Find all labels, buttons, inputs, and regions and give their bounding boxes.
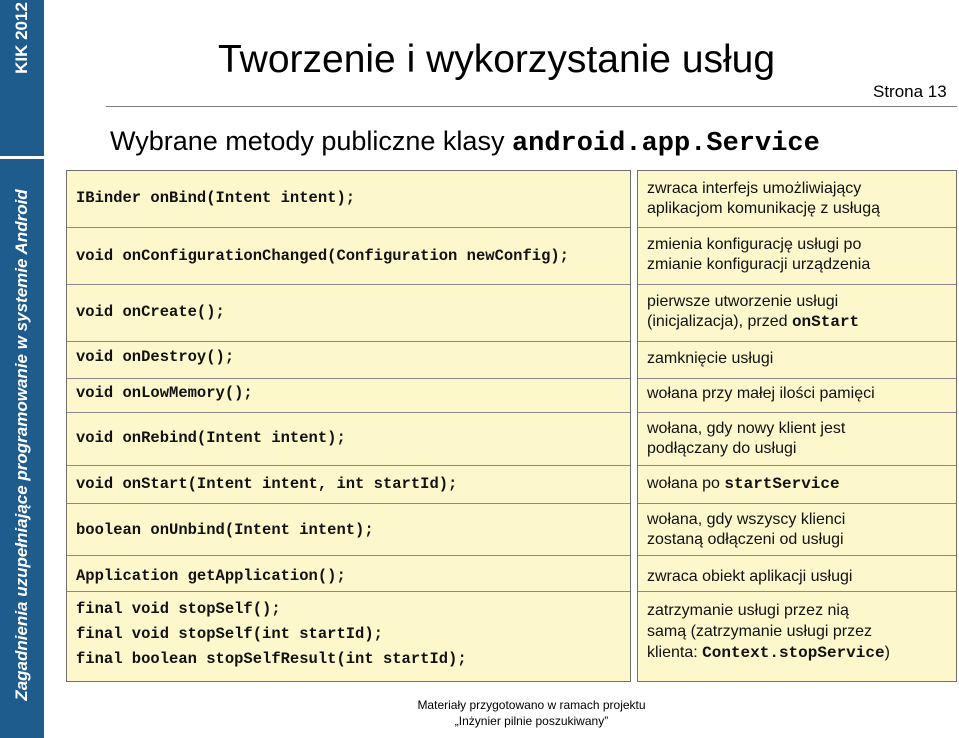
method-description	[647, 474, 840, 494]
description-line: wołana, gdy wszyscy klienci	[647, 511, 846, 528]
description-line: wołana przy małej ilości pamięci	[647, 385, 875, 402]
sidebar-subtitle: Zagadnienia uzupełniające programowanie w systemie Android	[12, 189, 31, 701]
method-description	[647, 567, 852, 587]
description-line: zostaną odłączeni od usługi	[647, 531, 844, 548]
method-signature: final void stopSelf();	[76, 600, 281, 618]
method-description	[647, 510, 845, 550]
row-divider	[638, 465, 956, 466]
methods-table	[66, 170, 631, 682]
row-divider	[67, 341, 630, 342]
method-signature: void onDestroy();	[76, 348, 235, 366]
sidebar	[0, 0, 44, 738]
description-line: zwraca obiekt aplikacji usługi	[647, 568, 853, 585]
row-divider	[67, 284, 630, 285]
page-number: Strona 13	[873, 82, 947, 101]
footer-line: Materiały przygotowano w ramach projektu	[417, 698, 646, 712]
row-divider	[638, 227, 956, 228]
row-divider	[67, 465, 630, 466]
sidebar-year: KIK 2012	[12, 2, 31, 74]
method-signature: void onConfigurationChanged(Configuration newConfig);	[76, 247, 569, 265]
row-divider	[638, 503, 956, 504]
row-divider	[67, 555, 630, 556]
description-line: wołana po	[647, 475, 725, 492]
method-description	[647, 600, 890, 664]
footer-line: „Inżynier pilnie poszukiwany”	[454, 714, 609, 728]
descriptions-table	[637, 170, 957, 682]
method-signature: final void stopSelf(int startId);	[76, 625, 383, 643]
description-code: Context.stopService	[702, 644, 885, 662]
description-line: podłączany do usługi	[647, 440, 797, 457]
subtitle-class-name: android.app.Service	[511, 129, 820, 159]
row-divider	[638, 284, 956, 285]
description-line: zmianie konfiguracji urządzenia	[647, 256, 871, 273]
row-divider	[638, 591, 956, 592]
row-divider	[67, 227, 630, 228]
description-line: samą (zatrzymanie usługi przez	[647, 623, 872, 640]
row-divider	[67, 412, 630, 413]
sidebar-divider	[0, 156, 44, 159]
method-signature: void onRebind(Intent intent);	[76, 429, 346, 447]
row-divider	[67, 503, 630, 504]
method-signature: void onLowMemory();	[76, 384, 253, 402]
row-divider	[638, 341, 956, 342]
description-code: onStart	[791, 313, 860, 331]
method-description	[647, 292, 859, 332]
description-line: zatrzymanie usługi przez nią	[647, 602, 849, 619]
row-divider	[67, 591, 630, 592]
method-signature: IBinder onBind(Intent intent);	[76, 189, 356, 207]
method-signature: void onCreate();	[76, 303, 225, 321]
method-signature: final boolean stopSelfResult(int startId);	[76, 650, 467, 668]
row-divider	[638, 555, 956, 556]
method-signature: boolean onUnbind(Intent intent);	[76, 521, 374, 539]
method-signature: Application getApplication();	[76, 567, 346, 585]
description-line: aplikacjom komunikację z usługą	[647, 200, 880, 217]
footer	[404, 697, 659, 729]
row-divider	[638, 378, 956, 379]
row-divider	[67, 378, 630, 379]
description-line: pierwsze utworzenie usługi	[647, 293, 839, 310]
method-description	[647, 419, 845, 459]
description-suffix: )	[884, 644, 890, 661]
method-description	[647, 349, 773, 369]
slide-subtitle	[110, 126, 820, 159]
method-signature: void onStart(Intent intent, int startId);	[76, 475, 458, 493]
description-line: wołana, gdy nowy klient jest	[647, 420, 846, 437]
page-title: Tworzenie i wykorzystanie usług	[218, 38, 776, 81]
description-line: zamknięcie usługi	[647, 350, 774, 367]
method-description	[647, 235, 870, 275]
method-description	[647, 179, 880, 219]
subtitle-text: Wybrane metody publiczne klasy	[110, 126, 512, 156]
header-divider	[106, 106, 957, 107]
method-description	[647, 384, 875, 404]
description-line: zwraca interfejs umożliwiający	[647, 180, 862, 197]
description-line: zmienia konfigurację usługi po	[647, 236, 862, 253]
row-divider	[638, 412, 956, 413]
description-code: startService	[724, 475, 840, 493]
description-line: (inicjalizacja), przed	[647, 313, 792, 330]
description-line: klienta:	[647, 644, 703, 661]
